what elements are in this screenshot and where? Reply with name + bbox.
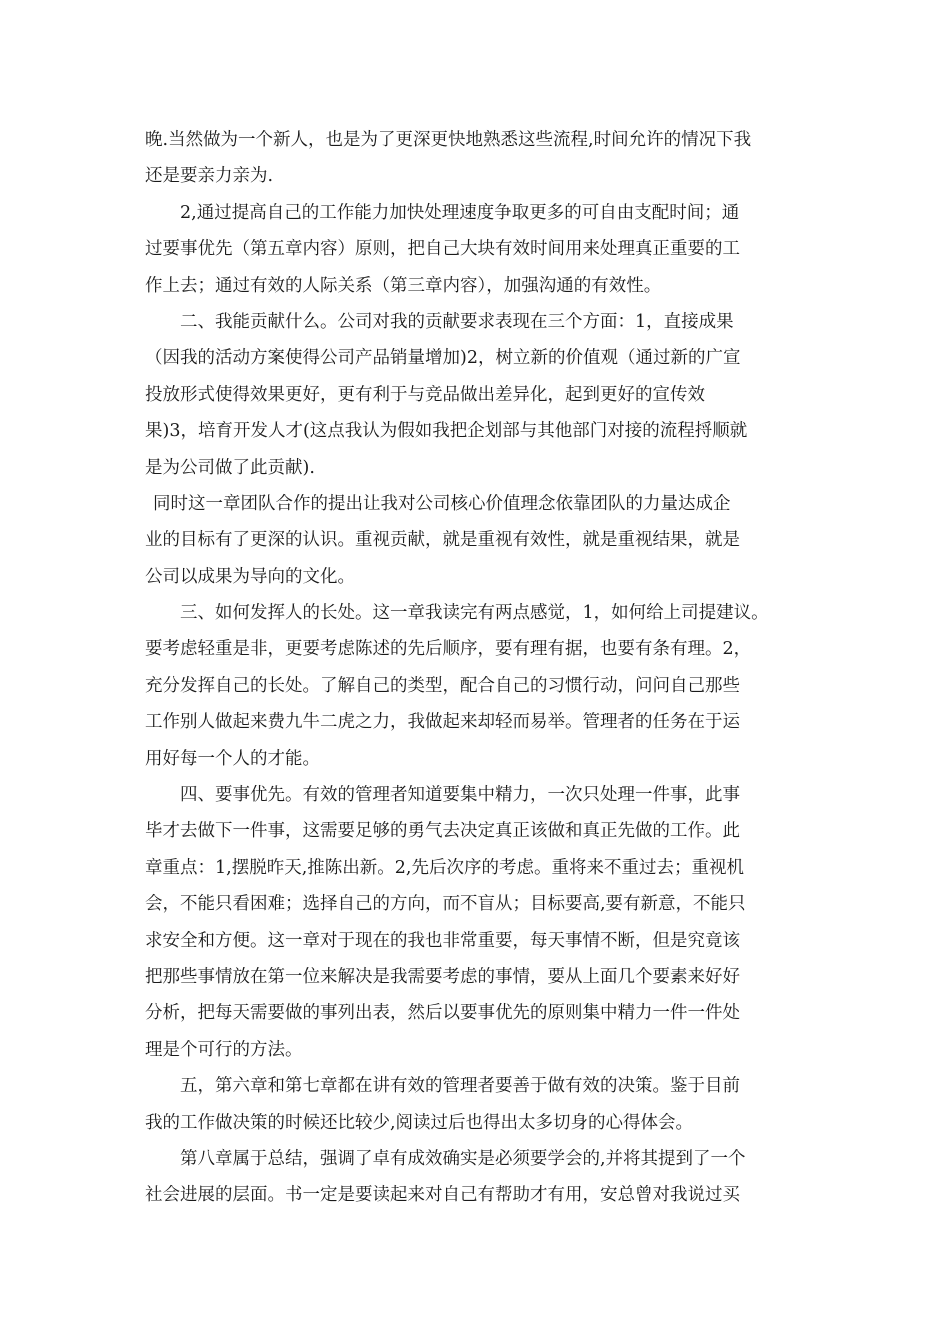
text-line: 作上去；通过有效的人际关系（第三章内容），加强沟通的有效性。 — [145, 275, 662, 296]
paragraph-4 — [145, 486, 825, 595]
text-line: 社会进展的层面。书一定是要读起来对自己有帮助才有用，安总曾对我说过买 — [145, 1185, 740, 1206]
text-line: 毕才去做下一件事，这需要足够的勇气去决定真正该做和真正先做的工作。此 — [145, 821, 740, 842]
text-line: 业的目标有了更深的认识。重视贡献，就是重视有效性，就是重视结果，就是 — [145, 530, 740, 551]
text-line: 会，不能只看困难；选择自己的方向，而不盲从；目标要高,要有新意，不能只 — [145, 894, 746, 915]
text-line: 晚.当然做为一个新人，也是为了更深更快地熟悉这些流程,时间允许的情况下我 — [145, 130, 752, 150]
text-line: 二、我能贡献什么。公司对我的贡献要求表现在三个方面：1，直接成果 — [180, 311, 734, 332]
text-line: 还是要亲力亲为. — [145, 166, 274, 187]
text-line: 公司以成果为导向的文化。 — [145, 566, 355, 587]
text-line: 三、如何发挥人的长处。这一章我读完有两点感觉，1，如何给上司提建议。 — [180, 603, 769, 624]
paragraph-3 — [145, 304, 825, 486]
text-line: 理是个可行的方法。 — [145, 1039, 303, 1060]
document-body — [145, 122, 825, 1214]
text-line: 用好每一个人的才能。 — [145, 748, 320, 769]
text-line: 是为公司做了此贡献). — [145, 457, 315, 478]
text-line: 要考虑轻重是非，更要考虑陈述的先后顺序，要有理有据，也要有条有理。2， — [145, 639, 752, 660]
text-line: （因我的活动方案使得公司产品销量增加)2，树立新的价值观（通过新的广宣 — [145, 348, 741, 369]
text-line: 第八章属于总结，强调了卓有成效确实是必须要学会的,并将其提到了一个 — [180, 1148, 746, 1169]
text-line: 五，第六章和第七章都在讲有效的管理者要善于做有效的决策。鉴于目前 — [180, 1076, 740, 1097]
paragraph-8 — [145, 1141, 825, 1214]
paragraph-1 — [145, 122, 825, 195]
text-line: 2,通过提高自己的工作能力加快处理速度争取更多的可自由支配时间；通 — [180, 202, 740, 223]
paragraph-2 — [145, 195, 825, 304]
paragraph-5 — [145, 595, 825, 777]
text-line: 分析，把每天需要做的事列出表，然后以要事优先的原则集中精力一件一件处 — [145, 1003, 740, 1024]
text-line: 投放形式使得效果更好，更有利于与竞品做出差异化，起到更好的宣传效 — [145, 384, 705, 405]
paragraph-7 — [145, 1068, 825, 1141]
text-line: 我的工作做决策的时候还比较少,阅读过后也得出太多切身的心得体会。 — [145, 1112, 694, 1133]
text-line: 充分发挥自己的长处。了解自己的类型，配合自己的习惯行动，问问自己那些 — [145, 675, 740, 696]
text-line: 果)3，培育开发人才(这点我认为假如我把企划部与其他部门对接的流程捋顺就 — [145, 421, 748, 442]
text-line: 工作别人做起来费九牛二虎之力，我做起来却轻而易举。管理者的任务在于运 — [145, 712, 740, 733]
paragraph-6 — [145, 777, 825, 1068]
text-line: 过要事优先（第五章内容）原则，把自己大块有效时间用来处理真正重要的工 — [145, 239, 740, 260]
text-line: 章重点：1,摆脱昨天,推陈出新。2,先后次序的考虑。重将来不重过去；重视机 — [145, 857, 744, 878]
text-line: 同时这一章团队合作的提出让我对公司核心价值理念依靠团队的力量达成企 — [153, 493, 731, 514]
text-line: 求安全和方便。这一章对于现在的我也非常重要，每天事情不断，但是究竟该 — [145, 930, 740, 951]
text-line: 把那些事情放在第一位来解决是我需要考虑的事情，要从上面几个要素来好好 — [145, 966, 740, 987]
text-line: 四、要事优先。有效的管理者知道要集中精力，一次只处理一件事，此事 — [180, 785, 740, 806]
